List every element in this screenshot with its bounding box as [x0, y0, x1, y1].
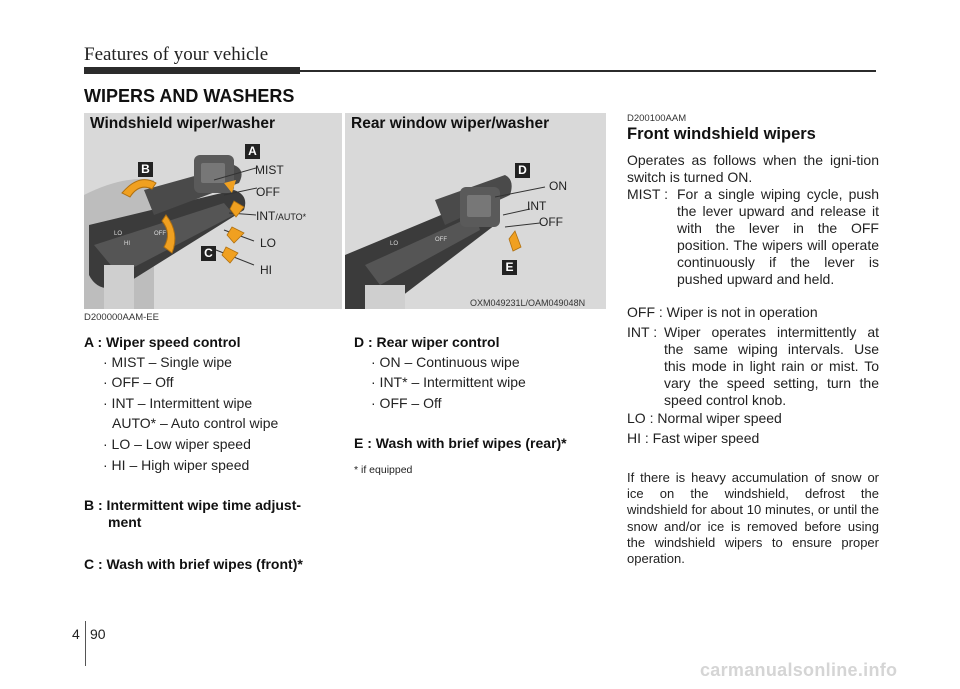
legend-d-item: · INT* – Intermittent wipe — [371, 374, 526, 390]
section-title: WIPERS AND WASHERS — [84, 86, 295, 106]
label-hi-front: HI — [260, 263, 272, 277]
legend-a-item: · LO – Low wiper speed — [103, 436, 251, 452]
label-int-front — [256, 209, 306, 223]
note-text: If there is heavy accumulation of snow or ice on the windshield, defrost the windshield for about 10 minutes, or until the snow and/or ice is removed before using the windshield wipers to ensure proper operation. — [627, 470, 879, 567]
svg-text:HI: HI — [124, 241, 130, 247]
legend-d-label: D : Rear wiper control — [354, 334, 500, 350]
right-code: D200100AAM — [627, 113, 687, 124]
int-desc: Wiper operates intermittently at the same wiping intervals. Use this mode in light rain or mist. To vary the speed setting, turn the speed control knob. — [664, 324, 879, 408]
label-int-rear: INT — [527, 199, 547, 213]
badge-b: B — [138, 162, 153, 177]
legend-a-item: AUTO* – Auto control wipe — [112, 415, 279, 431]
header-rule — [300, 70, 876, 72]
label-off-front: OFF — [256, 185, 280, 199]
legend-a-item: · HI – High wiper speed — [103, 457, 250, 473]
legend-a-item: · OFF – Off — [103, 374, 174, 390]
watermark: carmanualsonline.info — [700, 660, 898, 680]
label-int-text: INT — [256, 209, 276, 223]
legend-d-item: · ON – Continuous wipe — [371, 354, 520, 370]
legend-a-item: · INT – Intermittent wipe — [103, 395, 253, 411]
svg-text:LO: LO — [390, 241, 399, 247]
off-line: OFF : Wiper is not in operation — [627, 304, 818, 320]
legend-a-item: · MIST – Single wipe — [103, 354, 232, 370]
int-key: INT : — [627, 324, 658, 340]
legend-b-label-cont: ment — [108, 514, 142, 530]
mist-key: MIST : — [627, 186, 668, 202]
figure-code-right: OXM049231L/OAM049048N — [470, 298, 586, 308]
label-mist: MIST — [255, 163, 284, 177]
svg-text:OFF: OFF — [435, 237, 447, 243]
hi-line: HI : Fast wiper speed — [627, 430, 760, 446]
legend-e-label: E : Wash with brief wipes (rear)* — [354, 435, 567, 451]
label-on-rear: ON — [549, 179, 567, 193]
footnote: * if equipped — [354, 464, 413, 476]
legend-b-label: B : Intermittent wipe time adjust- — [84, 497, 302, 513]
header-title: Features of your vehicle — [84, 44, 269, 65]
footer-section: 4 — [72, 626, 80, 642]
footer-divider — [85, 621, 86, 666]
mist-desc: For a single wiping cycle, push the lever upward and release it with the lever in the OFF position. The wipers will operate continuously if the lever is pushed upward and held. — [677, 186, 879, 287]
figure-code-left: D200000AAM-EE — [84, 312, 159, 323]
figure-right-title: Rear window wiper/washer — [351, 115, 550, 132]
rear-wiper-illustration — [345, 135, 606, 309]
label-auto-text: /AUTO* — [275, 212, 307, 222]
lo-line: LO : Normal wiper speed — [627, 410, 782, 426]
header-bar — [84, 67, 300, 74]
svg-text:LO: LO — [114, 231, 123, 237]
legend-d-item: · OFF – Off — [371, 395, 442, 411]
right-title: Front windshield wipers — [627, 125, 816, 143]
svg-text:OFF: OFF — [154, 231, 166, 237]
badge-d: D — [515, 163, 530, 178]
badge-e: E — [502, 260, 517, 275]
footer-page: 90 — [90, 626, 106, 642]
label-lo-front: LO — [260, 236, 277, 250]
legend-a-label: A : Wiper speed control — [84, 334, 241, 350]
label-off-rear: OFF — [539, 215, 563, 229]
figure-left-title: Windshield wiper/washer — [90, 115, 276, 132]
intro-text: Operates as follows when the igni-tion switch is turned ON. — [627, 152, 879, 185]
legend-c-label: C : Wash with brief wipes (front)* — [84, 556, 303, 572]
badge-a: A — [245, 144, 260, 159]
badge-c: C — [201, 246, 216, 261]
